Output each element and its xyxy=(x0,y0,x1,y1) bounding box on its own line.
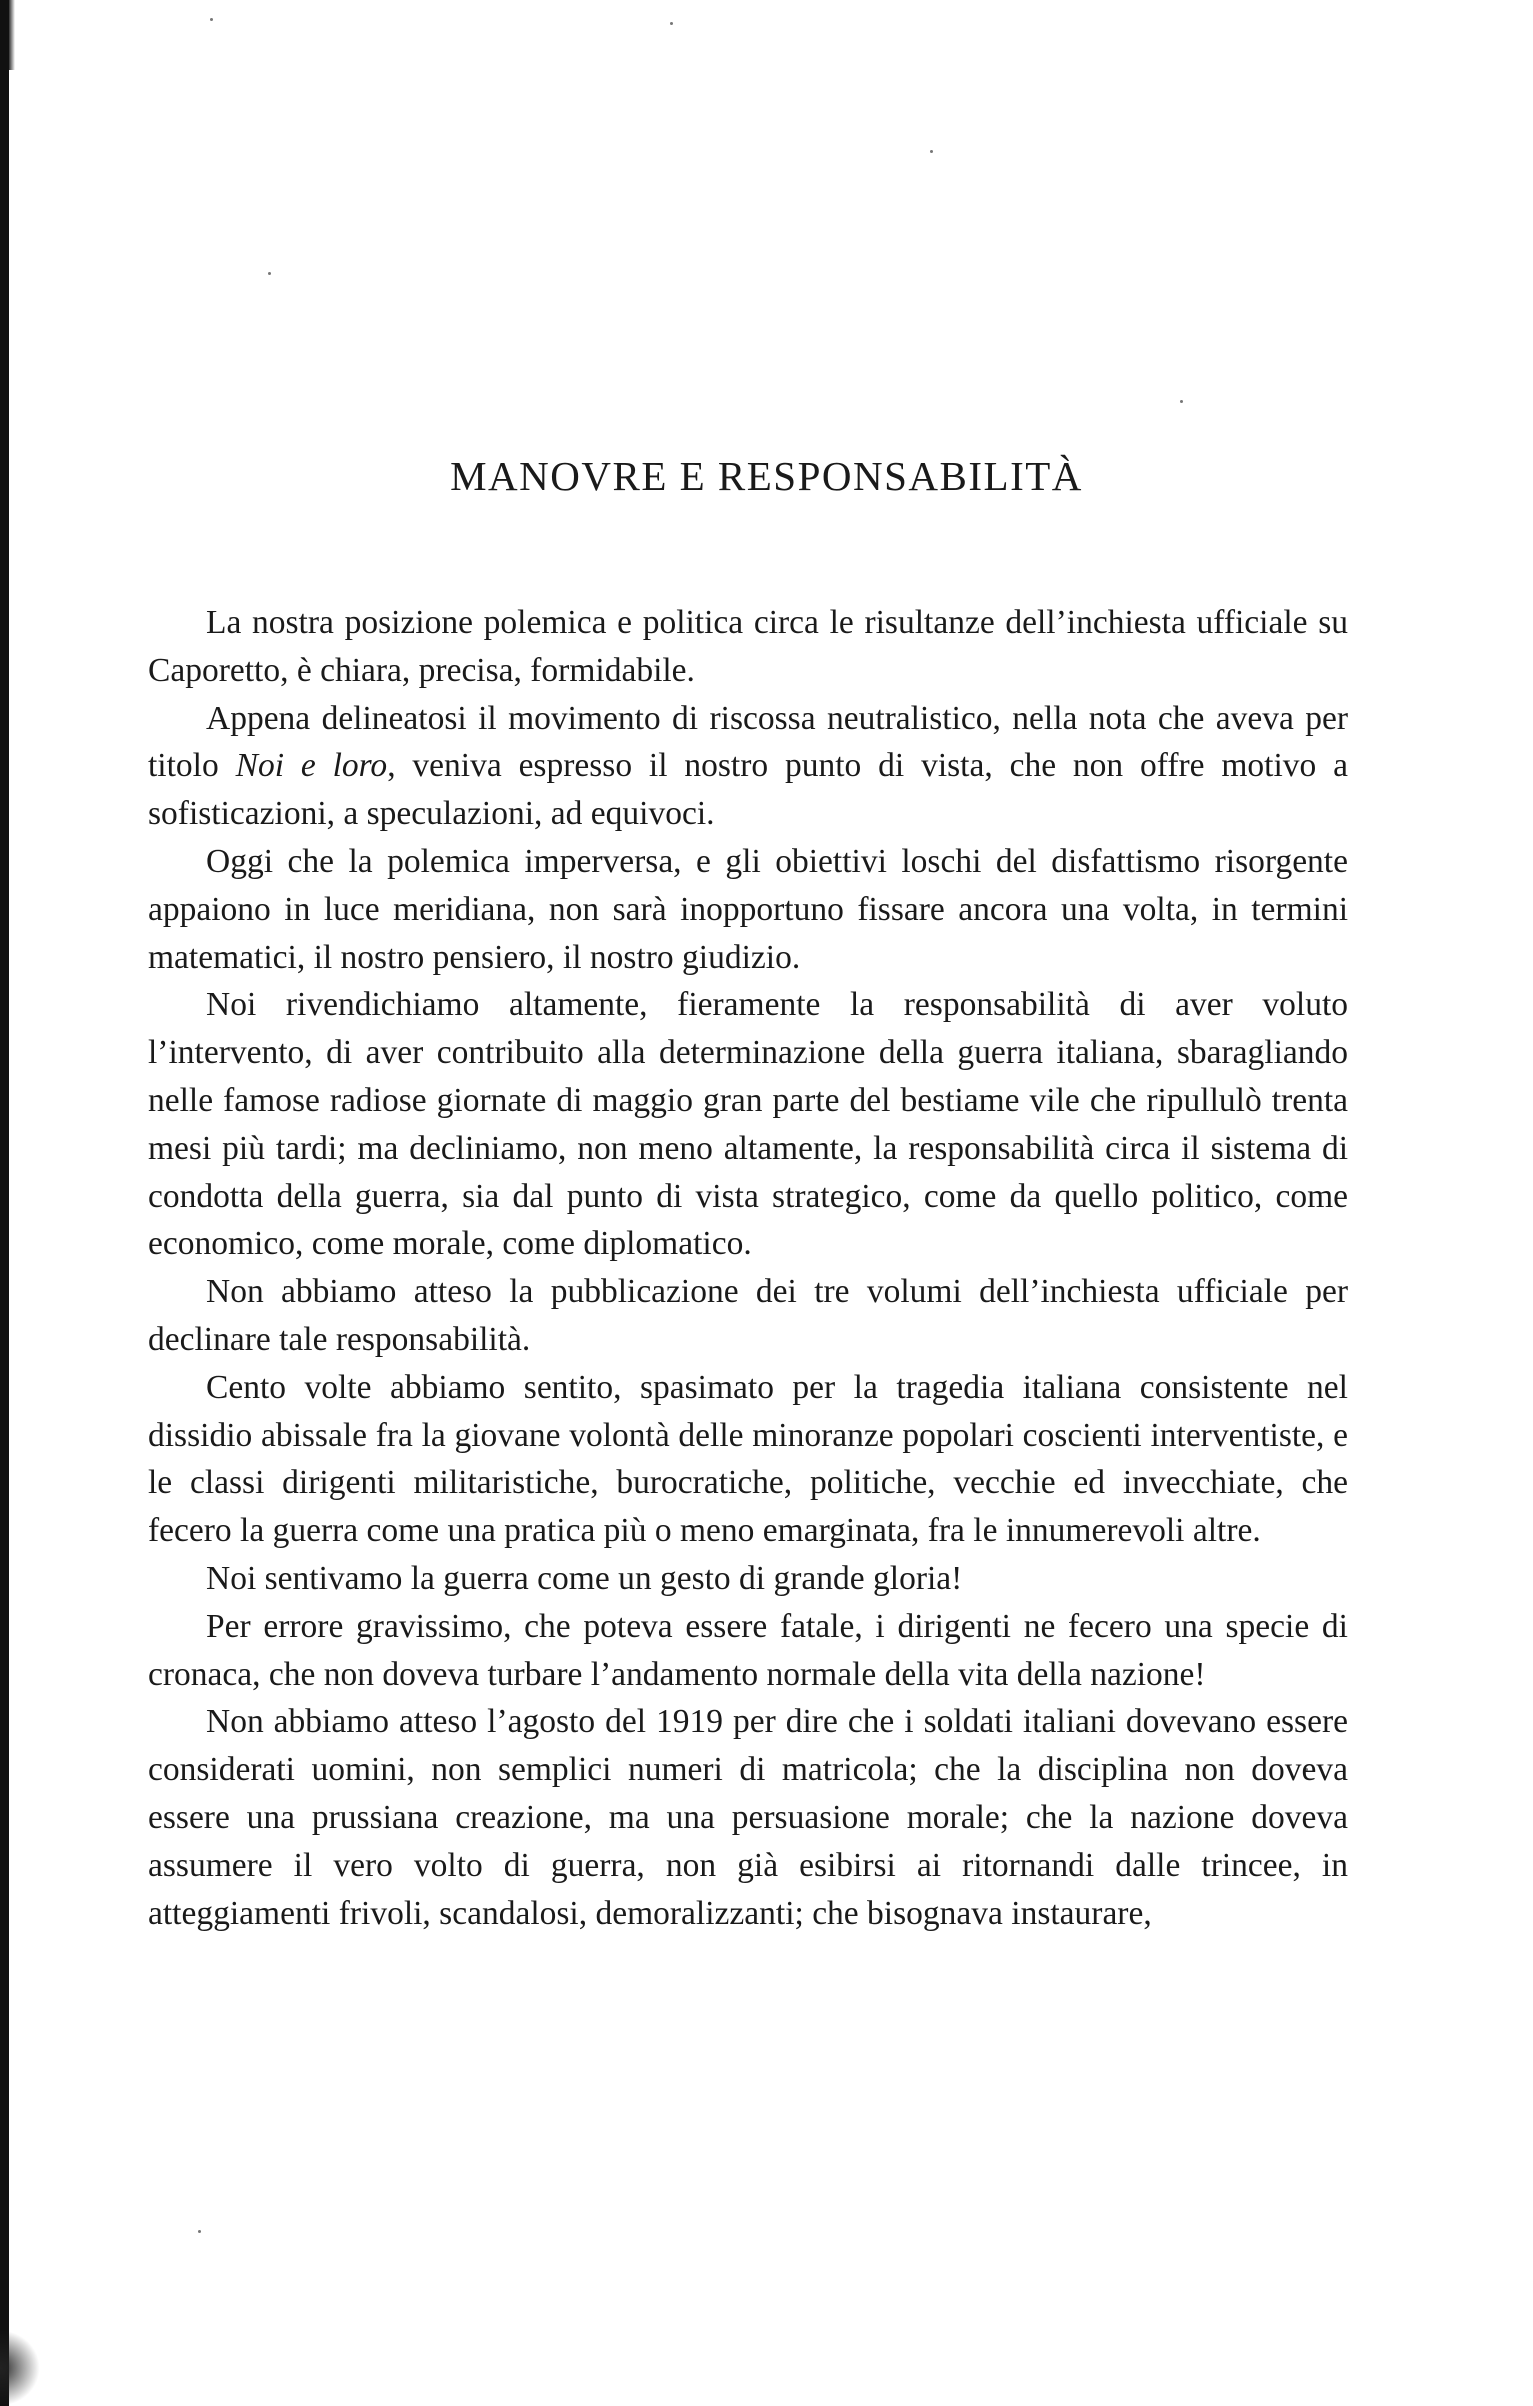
scan-speck xyxy=(198,2230,201,2233)
scan-speck xyxy=(670,22,673,25)
paragraph: Oggi che la polemica imperversa, e gli obiettivi loschi del disfattismo risorgente appaiono in luce meridiana, non sarà inopportuno fissare ancora una volta, in termini matematici, il nostro pensiero, il nostro giudizio. xyxy=(148,842,1348,976)
scan-speck xyxy=(210,18,213,21)
paragraph: Per errore gravissimo, che poteva essere fatale, i dirigenti ne fecero una specie di cronaca, che non doveva turbare l’andamento normale della vita della nazione! xyxy=(148,1607,1348,1693)
scan-edge-smudge xyxy=(0,2330,40,2406)
article-body xyxy=(148,599,1348,1937)
paragraph: Non abbiamo atteso l’agosto del 1919 per dire che i soldati italiani dovevano essere considerati uomini, non semplici numeri di matricola; che la disciplina non doveva essere una prussiana creazione, ma una persuasione morale; che la nazione doveva assumere il vero volto di guerra, non già esibirsi ai ritornandi dalle trincee, in atteggiamenti frivoli, scandalosi, demoralizzanti; che bisognava instaurare, xyxy=(148,1703,1348,1932)
page-title: MANOVRE E RESPONSABILITÀ xyxy=(450,453,1083,499)
scan-speck xyxy=(268,272,271,275)
scan-speck xyxy=(1180,400,1183,403)
paragraph: La nostra posizione polemica e politica circa le risultanze dell’inchiesta ufficiale su Caporetto, è chiara, precisa, formidabile. xyxy=(148,604,1348,689)
scan-binding-edge xyxy=(0,0,9,2406)
scan-edge-shadow xyxy=(9,0,15,70)
paragraph: Cento volte abbiamo sentito, spasimato per la tragedia italiana consistente nel dissidio abissale fra la giovane volontà delle minoranze popolari coscienti interventiste, e le classi dirigenti militaristiche, burocratiche, politiche, vecchie ed invecchiate, che fecero la guerra come una pratica più o meno emarginata, fra le innumerevoli altre. xyxy=(148,1368,1348,1550)
scan-speck xyxy=(930,150,933,153)
cited-title: Noi e loro xyxy=(235,747,388,785)
paragraph: Noi rivendichiamo altamente, fieramente la responsabilità di aver voluto l’intervento, di aver contribuito alla determinazione della guerra italiana, sbaragliando nelle famose radiose giornate di maggio gran parte del bestiame vile che ripullulò trenta mesi più tardi; ma decliniamo, non meno altamente, la responsabilità circa il sistema di condotta della guerra, sia dal punto di vista strategico, come da quello politico, come economico, come morale, come diplomatico. xyxy=(148,986,1348,1263)
paragraph: Noi sentivamo la guerra come un gesto di grande gloria! xyxy=(206,1559,963,1597)
paragraph: Appena delineatosi il movimento di riscossa neutralistico, nella nota che aveva per titolo Noi e loro, veniva espresso il nostro punto di vista, che non offre motivo a sofisticazioni, a speculazioni, ad equivoci. xyxy=(148,699,1349,833)
paragraph: Non abbiamo atteso la pubblicazione dei tre volumi dell’inchiesta ufficiale per declinare tale responsabilità. xyxy=(148,1273,1348,1358)
